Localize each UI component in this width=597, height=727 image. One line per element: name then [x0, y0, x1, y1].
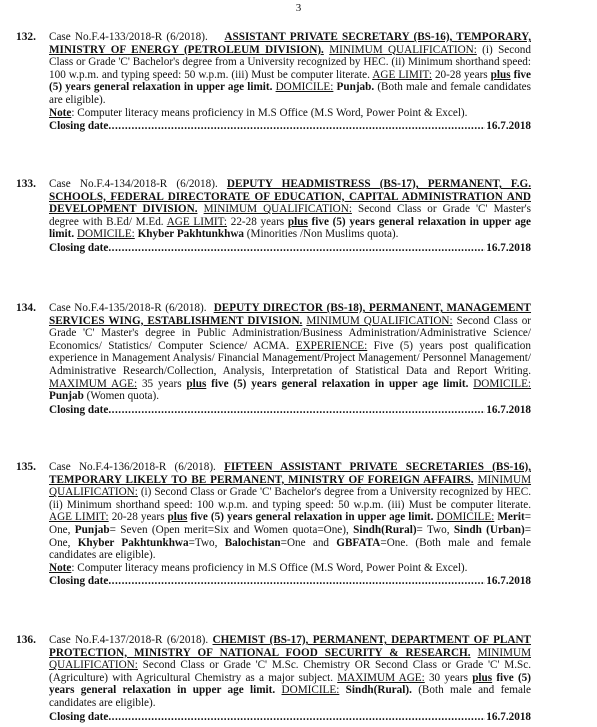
closing-label: Closing date: [49, 575, 109, 588]
entry-body: [49, 302, 531, 416]
domicile-part-text: =Two,: [188, 536, 225, 549]
closing-date-line: [49, 575, 531, 588]
entry-number: 132.: [16, 31, 36, 43]
domicile-note: (Both male and female candidates are eligible).: [49, 81, 532, 106]
age-label: AGE LIMIT:: [372, 68, 432, 81]
domicile-note: (Both male and female candidates are eligible).: [49, 684, 532, 709]
closing-label: Closing date: [49, 241, 109, 254]
domicile-value: Punjab: [49, 390, 84, 403]
domicile-part-text: =One. (Both male and female candidates are eligible).: [49, 536, 531, 562]
closing-label: Closing date: [49, 120, 109, 133]
note-label: Note: [49, 561, 72, 574]
closing-date: 16.7.2018: [486, 575, 531, 588]
post-title: DEPUTY DIRECTOR (BS-18), PERMANENT, MANAGEMENT SERVICES WING, ESTABLISHMENT DIVISION.: [49, 302, 532, 327]
domicile-part-text: = One,: [49, 523, 531, 549]
experience-text: Five (5) years post qualification experience in Management Analysis/ Financial Management/Project Management/ Personnel Management/ Administrative Research/Collection, Analysis, Interpretation of Statistical Data and Report Writing.: [49, 339, 531, 377]
age-text: 20-28 years: [108, 511, 168, 524]
closing-date: 16.7.2018: [486, 241, 531, 254]
age-relaxation: five (5) years general relaxation in upper age limit.: [49, 671, 531, 697]
entry-number: 133.: [16, 178, 36, 190]
page-number: 3: [295, 2, 302, 14]
domicile-label: DOMICILE:: [275, 81, 334, 94]
age-label: MAXIMUM AGE:: [337, 671, 425, 684]
note-label: Note: [49, 106, 72, 119]
domicile-label: DOMICILE:: [281, 684, 340, 697]
domicile-part-text: = Seven (Open merit=Six and Women quota=One),: [109, 523, 354, 536]
domicile-part-text: = Two,: [416, 523, 454, 536]
closing-date: 16.7.2018: [486, 710, 531, 723]
qualification-label: MINIMUM QUALIFICATION:: [203, 203, 352, 216]
qualification-text: Second Class or Grade 'C' Master's degree with B.Ed/ M.Ed.: [49, 203, 532, 228]
closing-date: 16.7.2018: [486, 120, 531, 133]
age-text: 22-28 years: [227, 215, 288, 228]
age-label: MAXIMUM AGE:: [49, 377, 138, 390]
entry-number: 136.: [16, 634, 36, 646]
case-number: Case No.F.4-133/2018-R (6/2018).: [49, 31, 208, 43]
domicile-label: DOMICILE:: [76, 228, 135, 241]
entry-text: [49, 178, 531, 241]
note-line: [49, 562, 531, 575]
entry-body: [49, 31, 531, 133]
qualification-label: MINIMUM QUALIFICATION:: [49, 473, 532, 499]
closing-label: Closing date: [49, 403, 109, 416]
domicile-part: Merit: [494, 511, 525, 524]
qualification-text: Second Class or Grade 'C' Master's degree in Public Administration/Business Administration/Administrative Science/ Economics/ Statistics/ Computer Science/ ACMA.: [49, 314, 532, 352]
domicile-part: GBFATA: [336, 536, 381, 549]
age-label: AGE LIMIT:: [166, 215, 228, 228]
case-number: Case No.F.4-137/2018-R (6/2018).: [49, 634, 209, 646]
age-relaxation: five (5) years general relaxation in upper age limit.: [206, 377, 469, 390]
domicile-part: Punjab: [74, 523, 110, 536]
plus-word: plus: [167, 511, 188, 524]
domicile-label: DOMICILE:: [473, 377, 532, 390]
post-title: CHEMIST (BS-17), PERMANENT, DEPARTMENT OF PLANT PROTECTION, MINISTRY OF NATIONAL FOOD SECURITY & RESEARCH.: [49, 634, 532, 659]
closing-date-line: [49, 120, 531, 133]
post-title: FIFTEEN ASSISTANT PRIVATE SECRETARIES (BS-16), TEMPORARY LIKELY TO BE PERMANENT, MINISTRY OF FOREIGN AFFAIRS.: [49, 461, 531, 486]
entry-number: 134.: [16, 302, 36, 314]
age-label: AGE LIMIT:: [49, 511, 109, 524]
entry-text: [49, 302, 531, 403]
plus-word: plus: [490, 68, 511, 81]
case-number: Case No.F.4-134/2018-R (6/2018).: [49, 178, 218, 190]
qualification-text: (i) Second Class or Grade 'C' Bachelor's degree from a University recognized by HEC. (ii) Minimum shorthand speed: 100 w.p.m. and typing speed: 50 w.p.m. (iii) Must be computer literate.: [49, 43, 531, 81]
plus-word: plus: [186, 377, 207, 390]
closing-date-line: [49, 711, 531, 724]
domicile-value: Sindh(Rural).: [339, 684, 412, 697]
experience-label: EXPERIENCE:: [295, 339, 368, 352]
age-text: 30 years: [424, 671, 473, 684]
age-relaxation: five (5) years general relaxation in upper age limit.: [49, 215, 531, 241]
domicile-part: Sindh (Urban): [453, 523, 525, 536]
entry-text: [49, 461, 531, 562]
qualification-label: MINIMUM QUALIFICATION:: [306, 314, 453, 327]
domicile-part-text: =One and: [280, 536, 337, 549]
closing-label: Closing date: [49, 710, 109, 723]
domicile-value: Khyber Pakhtunkhwa: [134, 228, 244, 241]
entry-number: 135.: [16, 461, 36, 473]
entry-text: [49, 634, 531, 710]
domicile-part: Khyber Pakhtunkhwa: [77, 536, 189, 549]
domicile-note: (Women quota).: [83, 390, 160, 403]
domicile-value: Punjab.: [333, 81, 375, 94]
entry-body: [49, 634, 531, 723]
closing-date-line: [49, 242, 531, 255]
note-text: : Computer literacy means proficiency in M.S Office (M.S Word, Power Point & Excel).: [71, 561, 468, 574]
age-text: 20-28 years: [431, 68, 491, 81]
age-relaxation: five (5) years general relaxation in upper age limit.: [49, 68, 531, 94]
post-title: ASSISTANT PRIVATE SECRETARY (BS-16), TEMPORARY, MINISTRY OF ENERGY (PETROLEUM DIVISION).: [49, 31, 532, 56]
qualification-label: MINIMUM QUALIFICATION:: [49, 646, 532, 672]
domicile-label: DOMICILE:: [436, 511, 495, 524]
age-text: 35 years: [137, 377, 187, 390]
case-number: Case No.F.4-136/2018-R (6/2018).: [49, 461, 216, 473]
domicile-part: Balochistan: [224, 536, 281, 549]
plus-word: plus: [472, 671, 493, 684]
entry-body: [49, 178, 531, 255]
domicile-note: (Minorities /Non Muslims quota).: [244, 228, 399, 241]
qualification-label: MINIMUM QUALIFICATION:: [329, 43, 477, 56]
entry-text: [49, 31, 531, 107]
age-relaxation: five (5) years general relaxation in upper age limit.: [187, 511, 434, 524]
qualification-text: Second Class or Grade 'C' M.Sc. Chemistry OR Second Class or Grade 'C' M.Sc. (Agriculture) with Agricultural Chemistry as a major subject.: [49, 659, 531, 684]
case-number: Case No.F.4-135/2018-R (6/2018).: [49, 302, 207, 314]
closing-date: 16.7.2018: [486, 403, 531, 416]
plus-word: plus: [287, 215, 308, 228]
domicile-part-text: = One,: [49, 511, 531, 536]
domicile-part: Sindh(Rural): [353, 523, 417, 536]
post-title: DEPUTY HEADMISTRESS (BS-17), PERMANENT, F.G. SCHOOLS, FEDERAL DIRECTORATE OF EDUCATION, CAPITAL ADMINISTRATION AND DEVELOPMENT DIVISION.: [49, 178, 532, 216]
qualification-text: (i) Second Class or Grade 'C' Bachelor's degree from a University recognized by HEC. (ii) Minimum shorthand speed: 100 w.p.m. and typing speed: 50 w.p.m. (iii) Must be computer literate.: [49, 486, 531, 511]
note-line: [49, 107, 531, 120]
entry-body: [49, 461, 531, 588]
closing-date-line: [49, 404, 531, 417]
note-text: : Computer literacy means proficiency in M.S Office (M.S Word, Power Point & Excel).: [71, 106, 468, 119]
